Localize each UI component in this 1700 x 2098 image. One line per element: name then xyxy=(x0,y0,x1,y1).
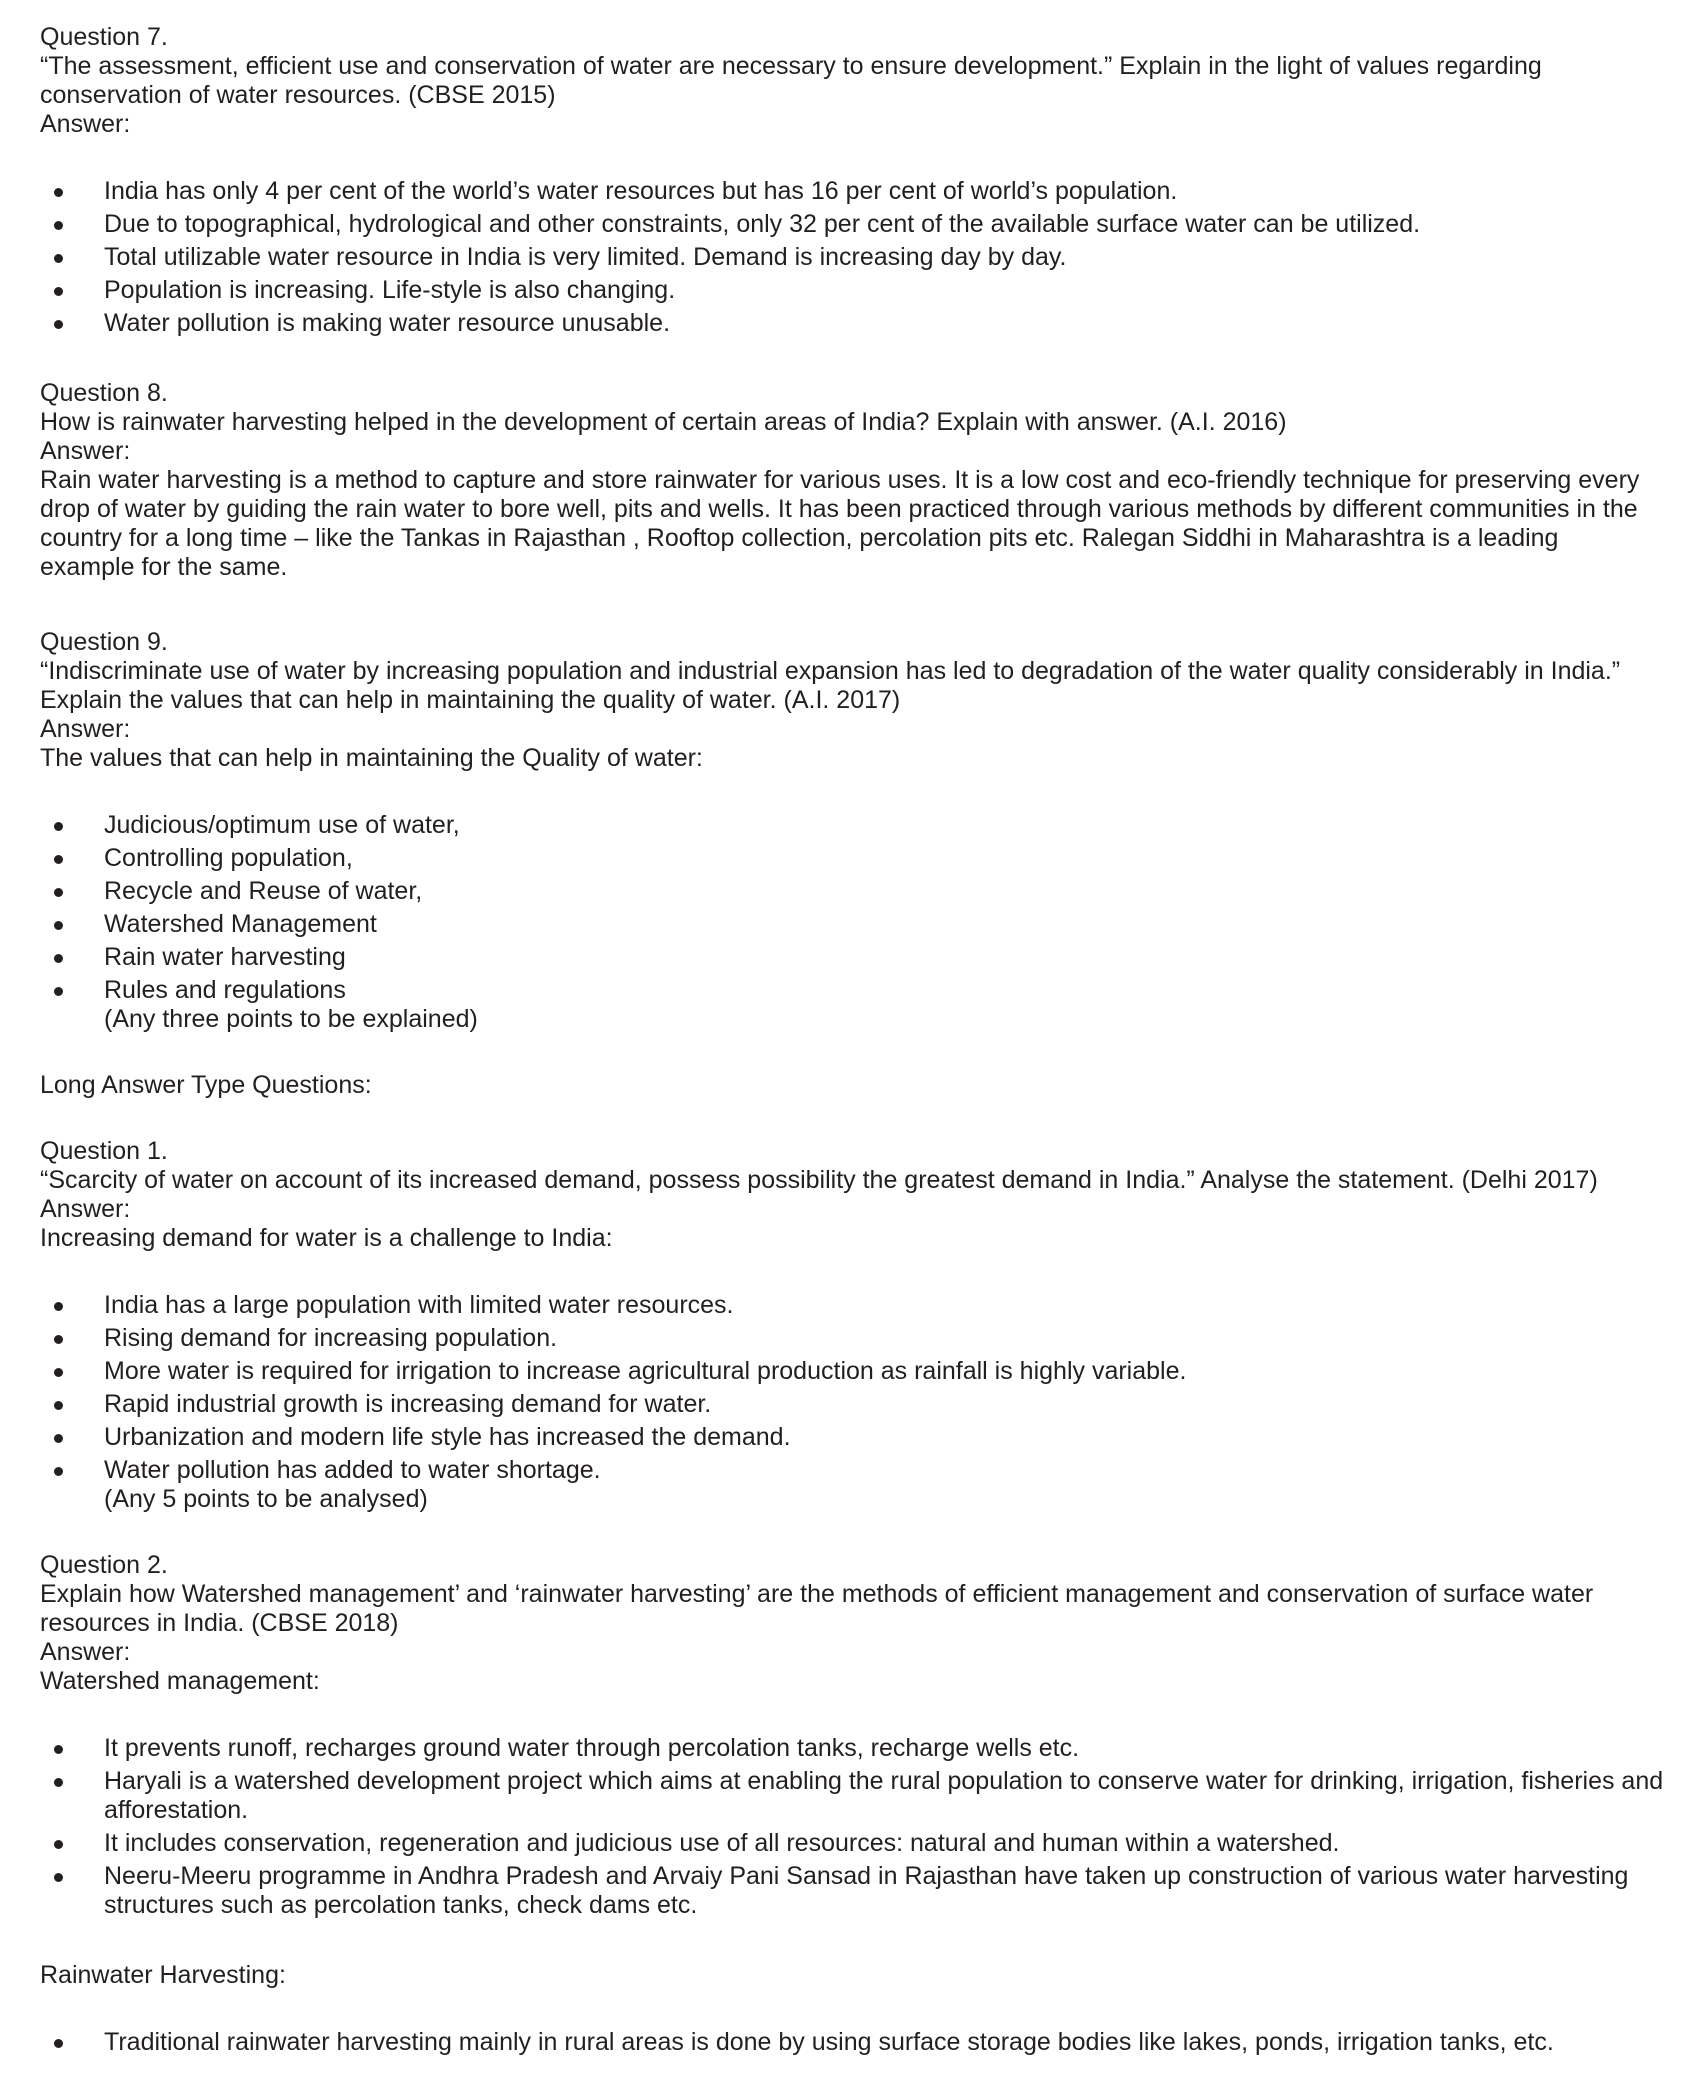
bullet-list xyxy=(40,1734,1680,1920)
list-item: Rules and regulations xyxy=(40,976,1664,1005)
answer-label: Answer: xyxy=(40,1638,131,1666)
bullet-icon xyxy=(54,1778,63,1787)
list-item: India has only 4 per cent of the world’s water resources but has 16 per cent of world’s population. xyxy=(40,177,1664,206)
list-item: Rising demand for increasing population. xyxy=(40,1324,1664,1353)
list-item: Total utilizable water resource in India is very limited. Demand is increasing day by day. xyxy=(40,243,1664,272)
question-label: Question 9. xyxy=(40,628,168,656)
bullet-icon xyxy=(54,287,63,296)
list-item: Urbanization and modern life style has increased the demand. xyxy=(40,1423,1664,1452)
bullet-icon xyxy=(54,1873,63,1882)
answer-intro: Increasing demand for water is a challenge to India: xyxy=(40,1224,613,1252)
bullet-icon xyxy=(54,1434,63,1443)
question-text: “The assessment, efficient use and conservation of water are necessary to ensure development.” Explain in the light of values regarding conservation of water resources. (CBSE 2015) xyxy=(40,52,1542,109)
list-item: Water pollution has added to water shortage. xyxy=(40,1456,1664,1485)
question-label: Question 7. xyxy=(40,23,168,51)
bullet-icon xyxy=(54,1840,63,1849)
bullet-icon xyxy=(54,954,63,963)
question-text: Explain how Watershed management’ and ‘rainwater harvesting’ are the methods of efficient management and conservation of surface water resources in India. (CBSE 2018) xyxy=(40,1580,1594,1637)
list-item: Population is increasing. Life-style is also changing. xyxy=(40,276,1664,305)
bullet-icon xyxy=(54,254,63,263)
question-8 xyxy=(40,379,1680,582)
list-item: Haryali is a watershed development project which aims at enabling the rural population to conserve water for drinking, irrigation, fisheries and afforestation. xyxy=(40,1767,1664,1825)
answer-label: Answer: xyxy=(40,437,131,465)
list-item: Neeru-Meeru programme in Andhra Pradesh and Arvaiy Pani Sansad in Rajasthan have taken up construction of various water harvesting structures such as percolation tanks, check dams etc. xyxy=(40,1862,1664,1920)
question-7 xyxy=(40,23,1680,338)
list-item: Water pollution is making water resource unusable. xyxy=(40,309,1664,338)
list-item: Judicious/optimum use of water, xyxy=(40,811,1664,840)
list-item: India has a large population with limited water resources. xyxy=(40,1291,1664,1320)
subsection-heading: Rainwater Harvesting: xyxy=(40,1961,286,1989)
question-text: “Scarcity of water on account of its increased demand, possess possibility the greatest demand in India.” Analyse the statement. (Delhi 2017) xyxy=(40,1166,1598,1194)
points-note: (Any three points to be explained) xyxy=(104,1005,478,1033)
bullet-list xyxy=(40,177,1680,338)
list-item: Traditional rainwater harvesting mainly in rural areas is done by using surface storage bodies like lakes, ponds, irrigation tanks, etc. xyxy=(40,2028,1664,2057)
bullet-icon xyxy=(54,1368,63,1377)
bullet-icon xyxy=(54,888,63,897)
list-item: Recycle and Reuse of water, xyxy=(40,877,1664,906)
answer-label: Answer: xyxy=(40,715,131,743)
bullet-icon xyxy=(54,1467,63,1476)
question-9 xyxy=(40,628,1680,1034)
list-item: Rapid industrial growth is increasing demand for water. xyxy=(40,1390,1664,1419)
question-label: Question 8. xyxy=(40,379,168,407)
bullet-icon xyxy=(54,1401,63,1410)
bullet-icon xyxy=(54,822,63,831)
list-item: Controlling population, xyxy=(40,844,1664,873)
bullet-icon xyxy=(54,921,63,930)
question-text: How is rainwater harvesting helped in the development of certain areas of India? Explain with answer. (A.I. 2016) xyxy=(40,408,1287,436)
bullet-icon xyxy=(54,1745,63,1754)
bullet-icon xyxy=(54,2039,63,2048)
answer-text: Rain water harvesting is a method to capture and store rainwater for various uses. It is a low cost and eco-friendly technique for preserving every drop of water by guiding the rain water to bore well, pits and wells. It has been practiced through various methods by different communities in the country for a long time – like the Tankas in Rajasthan , Rooftop collection, percolation pits etc. Ralegan Siddhi in Maharashtra is a leading example for the same. xyxy=(40,466,1640,581)
list-item: Watershed Management xyxy=(40,910,1664,939)
bullet-icon xyxy=(54,188,63,197)
bullet-icon xyxy=(54,221,63,230)
bullet-icon xyxy=(54,320,63,329)
list-item: Due to topographical, hydrological and other constraints, only 32 per cent of the available surface water can be utilized. xyxy=(40,210,1664,239)
document-page xyxy=(40,23,1680,2061)
bullet-icon xyxy=(54,987,63,996)
list-item: It includes conservation, regeneration and judicious use of all resources: natural and human within a watershed. xyxy=(40,1829,1664,1858)
bullet-icon xyxy=(54,855,63,864)
bullet-list xyxy=(40,1291,1680,1485)
points-note: (Any 5 points to be analysed) xyxy=(104,1485,428,1513)
question-text: “Indiscriminate use of water by increasing population and industrial expansion has led to degradation of the water quality considerably in India.” Explain the values that can help in maintaining the quality of water. (A.I. 2017) xyxy=(40,657,1621,714)
bullet-list xyxy=(40,2028,1680,2057)
list-item: More water is required for irrigation to increase agricultural production as rainfall is highly variable. xyxy=(40,1357,1664,1386)
answer-intro: The values that can help in maintaining the Quality of water: xyxy=(40,744,703,772)
long-question-1 xyxy=(40,1137,1680,1514)
question-label: Question 1. xyxy=(40,1137,168,1165)
list-item: Rain water harvesting xyxy=(40,943,1664,972)
answer-label: Answer: xyxy=(40,110,131,138)
bullet-list xyxy=(40,811,1680,1005)
answer-label: Answer: xyxy=(40,1195,131,1223)
answer-intro: Watershed management: xyxy=(40,1667,320,1695)
bullet-icon xyxy=(54,1302,63,1311)
section-heading: Long Answer Type Questions: xyxy=(40,1071,372,1099)
list-item: It prevents runoff, recharges ground water through percolation tanks, recharge wells etc. xyxy=(40,1734,1664,1763)
question-label: Question 2. xyxy=(40,1551,168,1579)
bullet-icon xyxy=(54,1335,63,1344)
long-question-2 xyxy=(40,1551,1680,2057)
